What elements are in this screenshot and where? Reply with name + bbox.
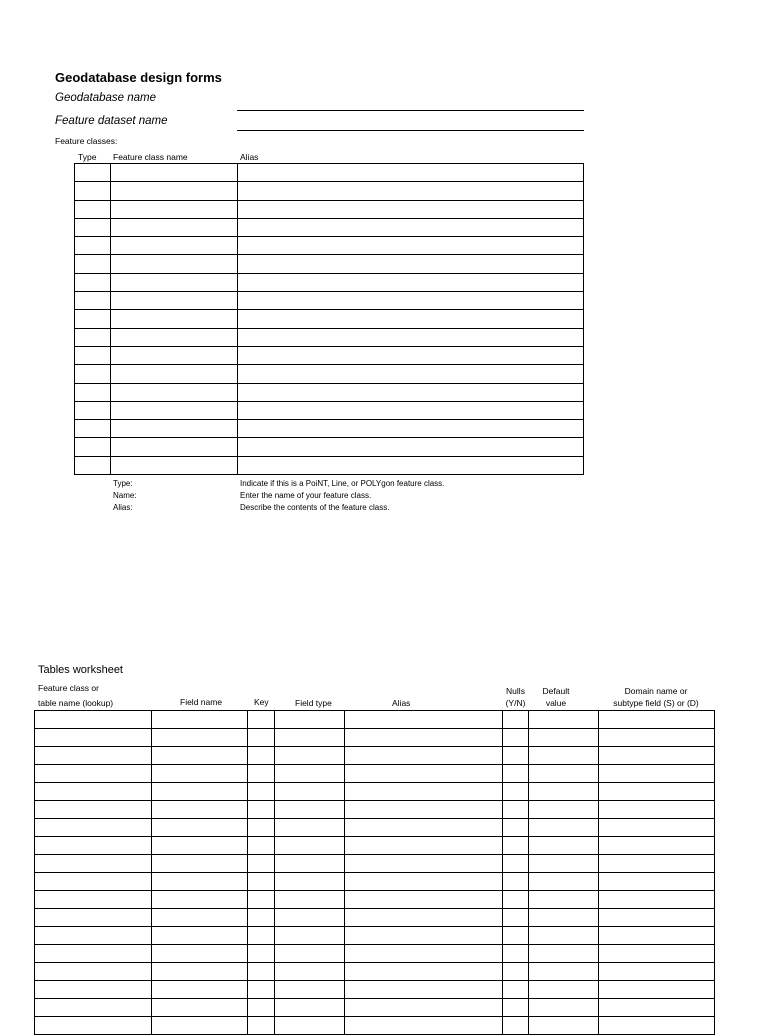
tw-field-type-cell[interactable] (275, 981, 345, 999)
table-row (35, 909, 715, 927)
fc-type-cell[interactable] (75, 365, 111, 383)
dataset-name-label: Feature dataset name (55, 115, 168, 127)
fc-alias-cell[interactable] (238, 310, 584, 328)
fc-type-cell[interactable] (75, 292, 111, 310)
tw-field-name-cell[interactable] (152, 783, 248, 801)
tw-field-type-cell[interactable] (275, 963, 345, 981)
form-title: Geodatabase design forms (55, 70, 222, 85)
table-row (75, 328, 584, 346)
table-row (35, 891, 715, 909)
note-description: Indicate if this is a PoiNT, Line, or POLYgon feature class. (240, 479, 445, 488)
tw-field-name-cell[interactable] (152, 711, 248, 729)
tw-default-cell[interactable] (529, 819, 599, 837)
fc-name-cell[interactable] (111, 328, 238, 346)
table-row (75, 292, 584, 310)
tw-key-cell[interactable] (248, 945, 275, 963)
table-row (35, 927, 715, 945)
tw-header-domain-line1: Domain name or (624, 686, 688, 696)
tw-alias-cell[interactable] (345, 729, 503, 747)
tw-key-cell[interactable] (248, 1017, 275, 1035)
tw-alias-cell[interactable] (345, 711, 503, 729)
fc-alias-cell[interactable] (238, 164, 584, 182)
tw-key-cell[interactable] (248, 999, 275, 1017)
tw-nulls-cell[interactable] (503, 729, 529, 747)
tw-key-cell[interactable] (248, 927, 275, 945)
tw-nulls-cell[interactable] (503, 909, 529, 927)
table-row (35, 801, 715, 819)
fc-type-cell[interactable] (75, 218, 111, 236)
tw-domain-cell[interactable] (599, 729, 715, 747)
tw-alias-cell[interactable] (345, 837, 503, 855)
tw-alias-cell[interactable] (345, 783, 503, 801)
table-row (75, 438, 584, 456)
tw-header-fc-line2: table name (lookup) (38, 698, 114, 708)
tw-field-type-cell[interactable] (275, 837, 345, 855)
tw-alias-cell[interactable] (345, 945, 503, 963)
tw-domain-cell[interactable] (599, 837, 715, 855)
tw-domain-cell[interactable] (599, 999, 715, 1017)
tw-nulls-cell[interactable] (503, 837, 529, 855)
tw-header-domain (598, 685, 714, 709)
tables-worksheet-title: Tables worksheet (38, 664, 123, 676)
tw-field-type-cell[interactable] (275, 909, 345, 927)
fc-alias-cell[interactable] (238, 456, 584, 474)
table-row (75, 218, 584, 236)
tw-field-name-cell[interactable] (152, 909, 248, 927)
feature-classes-label: Feature classes: (55, 136, 118, 146)
tw-fc-cell[interactable] (35, 819, 152, 837)
tw-fc-cell[interactable] (35, 711, 152, 729)
tw-alias-cell[interactable] (345, 963, 503, 981)
table-row (75, 273, 584, 291)
tw-domain-cell[interactable] (599, 927, 715, 945)
tw-header-nulls (502, 685, 529, 709)
tw-field-name-cell[interactable] (152, 801, 248, 819)
fc-name-cell[interactable] (111, 365, 238, 383)
tw-key-cell[interactable] (248, 819, 275, 837)
fc-alias-cell[interactable] (238, 438, 584, 456)
fc-name-cell[interactable] (111, 383, 238, 401)
tw-key-cell[interactable] (248, 873, 275, 891)
tw-header-default (531, 685, 581, 709)
table-row (75, 401, 584, 419)
tw-header-nulls-line1: Nulls (506, 686, 525, 696)
table-row (35, 765, 715, 783)
fc-alias-cell[interactable] (238, 420, 584, 438)
tw-default-cell[interactable] (529, 855, 599, 873)
tw-default-cell[interactable] (529, 909, 599, 927)
fc-name-cell[interactable] (111, 273, 238, 291)
fc-alias-cell[interactable] (238, 273, 584, 291)
tw-key-cell[interactable] (248, 891, 275, 909)
tw-fc-cell[interactable] (35, 783, 152, 801)
fc-name-cell[interactable] (111, 292, 238, 310)
fc-header-type: Type (78, 152, 97, 162)
tw-domain-cell[interactable] (599, 855, 715, 873)
tw-nulls-cell[interactable] (503, 963, 529, 981)
tw-field-type-cell[interactable] (275, 765, 345, 783)
tw-nulls-cell[interactable] (503, 747, 529, 765)
tw-header-alias: Alias (392, 698, 411, 708)
tw-alias-cell[interactable] (345, 801, 503, 819)
fc-type-cell[interactable] (75, 273, 111, 291)
tw-fc-cell[interactable] (35, 945, 152, 963)
tw-fc-cell[interactable] (35, 927, 152, 945)
table-row (35, 711, 715, 729)
fc-type-cell[interactable] (75, 420, 111, 438)
table-row (35, 837, 715, 855)
tw-default-cell[interactable] (529, 783, 599, 801)
tw-alias-cell[interactable] (345, 927, 503, 945)
fc-type-cell[interactable] (75, 401, 111, 419)
table-row (75, 346, 584, 364)
tw-header-fc-line1: Feature class or (38, 683, 99, 693)
tw-field-name-cell[interactable] (152, 819, 248, 837)
tw-nulls-cell[interactable] (503, 891, 529, 909)
table-row (75, 200, 584, 218)
fc-alias-cell[interactable] (238, 346, 584, 364)
tw-field-type-cell[interactable] (275, 783, 345, 801)
tw-alias-cell[interactable] (345, 747, 503, 765)
tw-key-cell[interactable] (248, 801, 275, 819)
fc-name-cell[interactable] (111, 346, 238, 364)
fc-alias-cell[interactable] (238, 237, 584, 255)
tw-default-cell[interactable] (529, 963, 599, 981)
tw-header-default-line1: Default (542, 686, 570, 696)
tw-key-cell[interactable] (248, 981, 275, 999)
tw-domain-cell[interactable] (599, 711, 715, 729)
table-row (75, 182, 584, 200)
tw-field-name-cell[interactable] (152, 837, 248, 855)
tw-key-cell[interactable] (248, 783, 275, 801)
tw-nulls-cell[interactable] (503, 783, 529, 801)
feature-class-table (74, 163, 584, 475)
tw-key-cell[interactable] (248, 711, 275, 729)
tw-field-name-cell[interactable] (152, 873, 248, 891)
tw-nulls-cell[interactable] (503, 981, 529, 999)
gdb-name-label: Geodatabase name (55, 92, 157, 104)
fc-name-cell[interactable] (111, 164, 238, 182)
fc-name-cell[interactable] (111, 200, 238, 218)
tw-fc-cell[interactable] (35, 963, 152, 981)
tw-default-cell[interactable] (529, 837, 599, 855)
tw-header-key: Key (254, 697, 269, 707)
tw-default-cell[interactable] (529, 927, 599, 945)
table-row (75, 310, 584, 328)
table-row (35, 999, 715, 1017)
tw-alias-cell[interactable] (345, 891, 503, 909)
tw-fc-cell[interactable] (35, 891, 152, 909)
gdb-name-line[interactable] (237, 110, 584, 111)
tw-alias-cell[interactable] (345, 1017, 503, 1035)
table-row (35, 945, 715, 963)
note-description: Enter the name of your feature class. (240, 491, 372, 500)
fc-alias-cell[interactable] (238, 182, 584, 200)
fc-alias-cell[interactable] (238, 200, 584, 218)
fc-name-cell[interactable] (111, 255, 238, 273)
fc-type-cell[interactable] (75, 255, 111, 273)
tw-fc-cell[interactable] (35, 729, 152, 747)
tw-domain-cell[interactable] (599, 873, 715, 891)
fc-name-cell[interactable] (111, 401, 238, 419)
fc-name-cell[interactable] (111, 310, 238, 328)
tw-fc-cell[interactable] (35, 909, 152, 927)
tw-key-cell[interactable] (248, 747, 275, 765)
dataset-name-line[interactable] (237, 130, 584, 131)
tw-field-type-cell[interactable] (275, 999, 345, 1017)
tw-fc-cell[interactable] (35, 837, 152, 855)
tw-header-nulls-line2: (Y/N) (505, 698, 526, 708)
tw-nulls-cell[interactable] (503, 855, 529, 873)
tw-alias-cell[interactable] (345, 981, 503, 999)
tw-nulls-cell[interactable] (503, 711, 529, 729)
tw-nulls-cell[interactable] (503, 927, 529, 945)
tw-key-cell[interactable] (248, 837, 275, 855)
tw-domain-cell[interactable] (599, 801, 715, 819)
tw-default-cell[interactable] (529, 981, 599, 999)
tw-alias-cell[interactable] (345, 819, 503, 837)
tw-domain-cell[interactable] (599, 909, 715, 927)
table-row (35, 729, 715, 747)
tw-field-name-cell[interactable] (152, 747, 248, 765)
tw-field-type-cell[interactable] (275, 729, 345, 747)
tw-field-type-cell[interactable] (275, 891, 345, 909)
tw-alias-cell[interactable] (345, 855, 503, 873)
tw-key-cell[interactable] (248, 765, 275, 783)
table-row (35, 1017, 715, 1035)
tw-field-name-cell[interactable] (152, 1017, 248, 1035)
tw-alias-cell[interactable] (345, 909, 503, 927)
table-row (75, 365, 584, 383)
tw-key-cell[interactable] (248, 855, 275, 873)
tw-key-cell[interactable] (248, 963, 275, 981)
tw-default-cell[interactable] (529, 729, 599, 747)
tw-nulls-cell[interactable] (503, 819, 529, 837)
table-row (75, 420, 584, 438)
tw-field-name-cell[interactable] (152, 945, 248, 963)
tw-header-default-line2: value (545, 698, 567, 708)
tw-field-name-cell[interactable] (152, 891, 248, 909)
fc-alias-cell[interactable] (238, 365, 584, 383)
fc-type-cell[interactable] (75, 438, 111, 456)
tw-fc-cell[interactable] (35, 981, 152, 999)
tw-field-name-cell[interactable] (152, 927, 248, 945)
tw-nulls-cell[interactable] (503, 999, 529, 1017)
tw-fc-cell[interactable] (35, 1017, 152, 1035)
tw-key-cell[interactable] (248, 729, 275, 747)
tw-fc-cell[interactable] (35, 765, 152, 783)
tw-header-domain-line2: subtype field (S) or (D) (613, 698, 699, 708)
table-row (75, 237, 584, 255)
tw-field-type-cell[interactable] (275, 711, 345, 729)
tw-domain-cell[interactable] (599, 981, 715, 999)
fc-alias-cell[interactable] (238, 255, 584, 273)
fc-type-cell[interactable] (75, 328, 111, 346)
tw-field-type-cell[interactable] (275, 801, 345, 819)
fc-name-cell[interactable] (111, 218, 238, 236)
fc-type-cell[interactable] (75, 346, 111, 364)
tw-field-type-cell[interactable] (275, 819, 345, 837)
fc-type-cell[interactable] (75, 200, 111, 218)
table-row (75, 255, 584, 273)
tw-field-type-cell[interactable] (275, 747, 345, 765)
tw-field-name-cell[interactable] (152, 999, 248, 1017)
table-row (35, 963, 715, 981)
tw-field-name-cell[interactable] (152, 855, 248, 873)
table-row (75, 164, 584, 182)
tw-domain-cell[interactable] (599, 747, 715, 765)
tw-nulls-cell[interactable] (503, 765, 529, 783)
tw-field-type-cell[interactable] (275, 945, 345, 963)
table-row (75, 456, 584, 474)
tw-field-name-cell[interactable] (152, 963, 248, 981)
tw-field-name-cell[interactable] (152, 729, 248, 747)
tw-default-cell[interactable] (529, 711, 599, 729)
table-row (35, 855, 715, 873)
fc-alias-cell[interactable] (238, 218, 584, 236)
fc-type-cell[interactable] (75, 237, 111, 255)
tw-domain-cell[interactable] (599, 945, 715, 963)
fc-type-cell[interactable] (75, 182, 111, 200)
fc-type-cell[interactable] (75, 310, 111, 328)
tw-fc-cell[interactable] (35, 801, 152, 819)
tw-default-cell[interactable] (529, 765, 599, 783)
table-row (35, 981, 715, 999)
tw-nulls-cell[interactable] (503, 945, 529, 963)
fc-name-cell[interactable] (111, 456, 238, 474)
note-term: Name: (113, 491, 137, 500)
fc-type-cell[interactable] (75, 456, 111, 474)
fc-alias-cell[interactable] (238, 383, 584, 401)
tw-key-cell[interactable] (248, 909, 275, 927)
tw-domain-cell[interactable] (599, 819, 715, 837)
note-description: Describe the contents of the feature class. (240, 503, 390, 512)
tw-default-cell[interactable] (529, 747, 599, 765)
fc-header-name: Feature class name (113, 152, 188, 162)
tw-default-cell[interactable] (529, 999, 599, 1017)
tw-field-type-cell[interactable] (275, 1017, 345, 1035)
tw-default-cell[interactable] (529, 1017, 599, 1035)
tw-field-name-cell[interactable] (152, 981, 248, 999)
tw-fc-cell[interactable] (35, 999, 152, 1017)
tw-field-type-cell[interactable] (275, 855, 345, 873)
fc-alias-cell[interactable] (238, 292, 584, 310)
note-term: Type: (113, 479, 133, 488)
tw-fc-cell[interactable] (35, 855, 152, 873)
table-row (35, 747, 715, 765)
tw-domain-cell[interactable] (599, 765, 715, 783)
tw-field-name-cell[interactable] (152, 765, 248, 783)
tw-field-type-cell[interactable] (275, 927, 345, 945)
tw-alias-cell[interactable] (345, 873, 503, 891)
tw-nulls-cell[interactable] (503, 873, 529, 891)
tw-default-cell[interactable] (529, 873, 599, 891)
fc-name-cell[interactable] (111, 237, 238, 255)
tw-default-cell[interactable] (529, 945, 599, 963)
tw-fc-cell[interactable] (35, 873, 152, 891)
tw-domain-cell[interactable] (599, 1017, 715, 1035)
fc-alias-cell[interactable] (238, 328, 584, 346)
tw-nulls-cell[interactable] (503, 801, 529, 819)
table-row (75, 383, 584, 401)
fc-name-cell[interactable] (111, 438, 238, 456)
fc-type-cell[interactable] (75, 164, 111, 182)
tw-nulls-cell[interactable] (503, 1017, 529, 1035)
tw-alias-cell[interactable] (345, 999, 503, 1017)
table-row (35, 783, 715, 801)
table-row (35, 873, 715, 891)
fc-alias-cell[interactable] (238, 401, 584, 419)
table-row (35, 819, 715, 837)
tw-default-cell[interactable] (529, 891, 599, 909)
tw-fc-cell[interactable] (35, 747, 152, 765)
tables-worksheet-table (34, 710, 715, 1035)
note-term: Alias: (113, 503, 133, 512)
tw-field-type-cell[interactable] (275, 873, 345, 891)
tw-domain-cell[interactable] (599, 783, 715, 801)
tw-header-field-name: Field name (180, 697, 223, 707)
tw-default-cell[interactable] (529, 801, 599, 819)
fc-name-cell[interactable] (111, 182, 238, 200)
tw-domain-cell[interactable] (599, 963, 715, 981)
fc-name-cell[interactable] (111, 420, 238, 438)
tw-domain-cell[interactable] (599, 891, 715, 909)
tw-header-field-type: Field type (295, 698, 332, 708)
tw-alias-cell[interactable] (345, 765, 503, 783)
fc-type-cell[interactable] (75, 383, 111, 401)
fc-header-alias: Alias (240, 152, 259, 162)
